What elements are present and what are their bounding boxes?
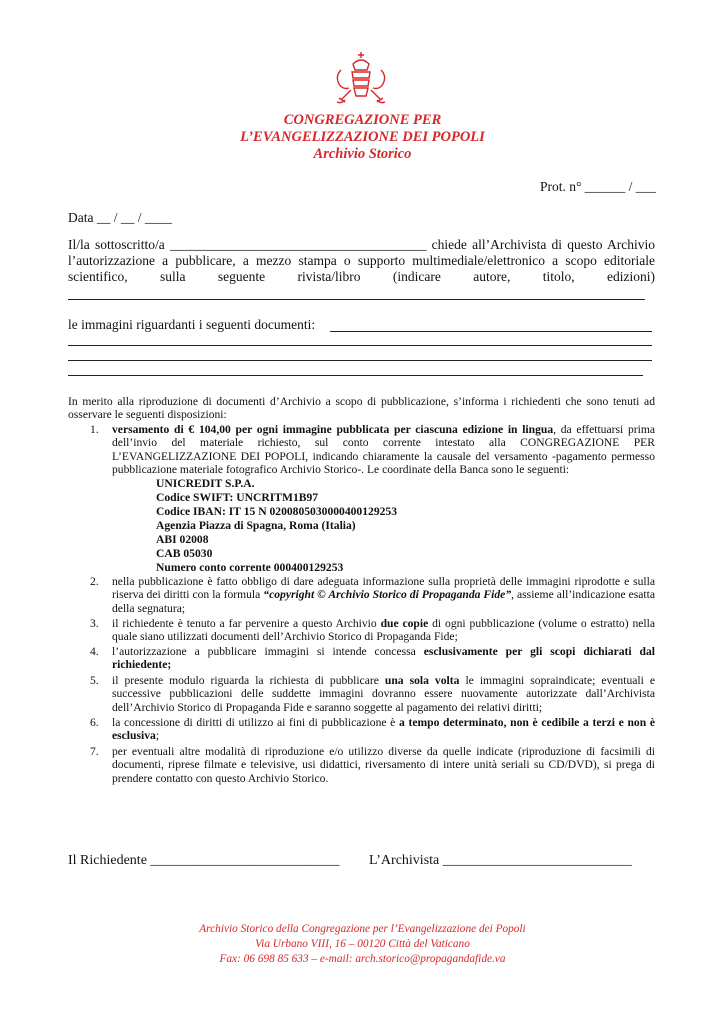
bank-branch: Agenzia Piazza di Spagna, Roma (Italia): [156, 519, 356, 532]
item-number: 1.: [90, 423, 99, 436]
item-bold: due copie: [380, 617, 429, 630]
archivist-signature-field[interactable]: L’Archivista ___________________________: [369, 853, 632, 868]
item-text-end: , assieme all’indicazione esatta della segnatura;: [112, 588, 656, 615]
item-number: 5.: [90, 674, 99, 687]
bank-swift: Codice SWIFT: UNCRITM1B97: [156, 491, 319, 504]
item-text: per eventuali altre modalità di riproduzione e/o utilizzo diverse da quelle indicate (riproduzione di facsimili di documenti, riprese filmate e televisive, usi didattici, riversamento di intere unità seriali su CD/DVD), si prega di prendere contatto con questo Archivio Storico.: [112, 745, 655, 785]
images-label: le immagini riguardanti i seguenti documenti:: [68, 317, 316, 332]
item-bold: versamento di € 104,00 per ogni immagine pubblicata per ciascuna edizione in lingua: [112, 423, 554, 436]
item-number: 4.: [90, 645, 99, 658]
publication-line[interactable]: [68, 299, 645, 300]
protocol-number-field[interactable]: Prot. n° ______ / ___: [540, 179, 657, 194]
bank-abi: ABI 02008: [156, 533, 209, 546]
header-title-line1: CONGREGAZIONE PER: [283, 112, 442, 128]
item-text-end: le immagini sopraindicate; eventuali e successive pubblicazioni delle suddette immagini dovranno essere nuovamente autorizzate dall’Archivista dell’Archivio Storico di Propaganda Fide e saranno soggette al pagamento dei relativi diritti;: [112, 674, 656, 714]
item-number: 6.: [90, 716, 99, 729]
header-title-line2: L’EVANGELIZZAZIONE DEI POPOLI: [240, 129, 485, 145]
item-bold: una sola volta: [384, 674, 460, 687]
bank-iban: Codice IBAN: IT 15 N 0200805030000400129253: [156, 505, 398, 518]
papal-crest-icon: [331, 50, 391, 106]
item-text: il presente modulo riguarda la richiesta di pubblicare: [112, 674, 385, 687]
request-text-start: Il/la sottoscritto/a: [68, 237, 170, 252]
list-item: [112, 645, 655, 672]
item-number: 3.: [90, 617, 99, 630]
request-text-end: chiede all’Archivista di questo Archivio l’autorizzazione a pubblicare, a mezzo stampa o supporto multimediale/elettronico a scopo editoriale scientifico, sulla seguente rivista/libro (indicare autore, titolo, edizioni): [68, 237, 655, 285]
item-text: il richiedente è tenuto a far pervenire a questo Archivio: [112, 617, 381, 630]
list-item: [112, 423, 655, 477]
intro-text: In merito alla riproduzione di documenti d’Archivio a scopo di pubblicazione, s’informa i richiedenti che sono tenuti ad osservare le seguenti disposizioni:: [68, 395, 655, 422]
documents-line-1[interactable]: [330, 331, 652, 332]
documents-line-3[interactable]: [68, 360, 652, 361]
documents-line-2[interactable]: [68, 345, 652, 346]
item-bold: esclusivamente per gli scopi dichiarati dal richiedente;: [112, 645, 656, 672]
header-subtitle: Archivio Storico: [313, 146, 412, 162]
date-field[interactable]: Data __ / __ / ____: [68, 210, 172, 225]
item-text-end: ;: [155, 729, 160, 743]
request-paragraph: [68, 237, 655, 286]
footer-line1: Archivio Storico della Congregazione per l’Evangelizzazione dei Popoli: [199, 923, 526, 935]
applicant-signature-field[interactable]: Il Richiedente ___________________________: [68, 853, 340, 868]
footer-contact: Fax: 06 698 85 633 – e-mail: arch.storico@propagandafide.va: [219, 953, 506, 965]
item-text: , da effettuarsi prima dell’invio del materiale richiesto, sul conto corrente intestato alla CONGREGAZIONE PER L’EVANGELIZZAZIONE DEI POPOLI, indicando chiaramente la causale del versamento -pagamento permesso pubblicazione materiale fotografico Archivio Storico-. Le coordinate della Banca sono le seguenti:: [112, 423, 655, 477]
list-item: [112, 745, 655, 785]
bank-account: Numero conto corrente 000400129253: [156, 561, 344, 574]
list-item: [112, 716, 655, 743]
applicant-name-field[interactable]: ______________________________________: [169, 237, 427, 252]
footer-address: Via Urbano VIII, 16 – 00120 Città del Vaticano: [255, 938, 470, 950]
list-item: [112, 674, 655, 714]
list-item: [112, 575, 655, 615]
item-text-end: di ogni pubblicazione (volume o estratto) nella quale siano utilizzati documenti dell’Archivio Storico di Propaganda Fide;: [112, 617, 655, 644]
bank-cab: CAB 05030: [156, 547, 213, 560]
bank-name: UNICREDIT S.P.A.: [156, 477, 255, 490]
item-number: 7.: [90, 745, 99, 758]
item-text: nella pubblicazione è fatto obbligo di dare adeguata informazione sulla proprietà delle immagini riprodotte e sulla riserva dei diritti con la formula: [112, 575, 655, 602]
list-item: [112, 617, 655, 644]
item-bold: “copyright © Archivio Storico di Propaganda Fide”: [263, 588, 512, 602]
item-text: l’autorizzazione a pubblicare immagini si intende concessa: [112, 645, 424, 658]
item-text: la concessione di diritti di utilizzo ai fini di pubblicazione è: [112, 716, 399, 729]
documents-line-4[interactable]: [68, 375, 643, 376]
item-bold: a tempo determinato, non è cedibile a terzi e non è esclusiva: [112, 716, 655, 743]
item-number: 2.: [90, 575, 99, 588]
